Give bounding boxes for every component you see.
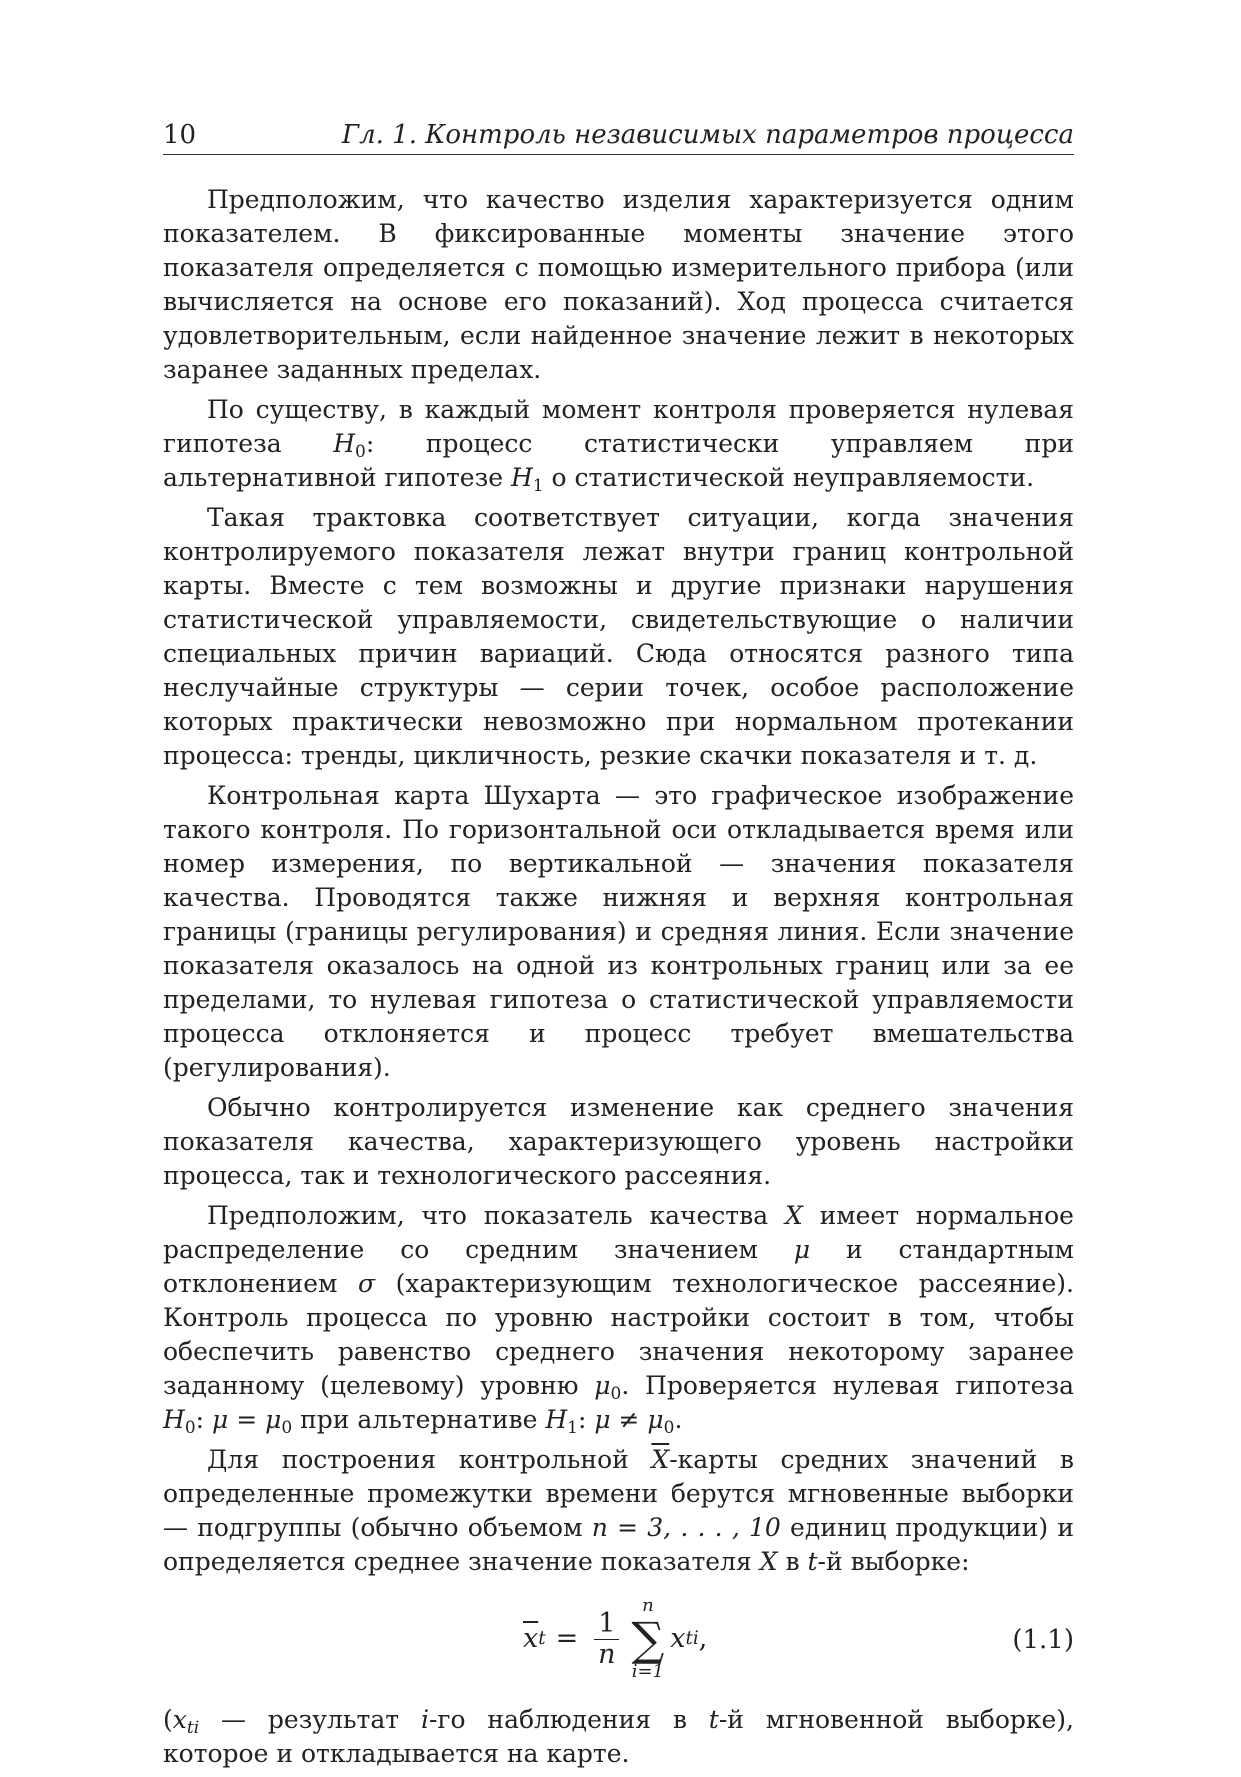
body-text	[163, 183, 1074, 1777]
eq-fraction	[594, 1609, 619, 1670]
eq-sum-lower: i=1	[631, 1661, 664, 1682]
eq-term: x	[670, 1623, 686, 1654]
equation-number: (1.1)	[1012, 1625, 1074, 1655]
paragraph-6: Предположим, что показатель качества X имеет нормальное распределение со средним значением μ и стандартным отклонением σ (характеризующим технологическое рассеяние). Контроль процесса по уровню настройки состоит в том, чтобы обеспечить равенство среднего значения некоторому заранее заданному (целевому) уровню $\mu_0$. Проверяется нулевая гипотеза $H_0$: $\mu = \mu_0$ при альтернативе $H_1$: $\mu \ne \mu_0$.	[163, 1201, 1074, 1438]
eq-lhs: $\overline{x}$	[523, 1623, 539, 1654]
paragraph-8: ($x_{ti}$ — результат i-го наблюдения в t-й мгновенной выборке), которое и откладывается на карте.	[163, 1705, 1075, 1768]
eq-frac-den: n	[598, 1638, 616, 1670]
paragraph-5: Обычно контролируется изменение как среднего значения показателя качества, характеризующего уровень настройки процесса, так и технологического рассеяния.	[163, 1093, 1074, 1190]
eq-sum	[631, 1596, 664, 1682]
equation-1-1	[163, 1585, 1074, 1693]
eq-frac-num: 1	[594, 1609, 619, 1640]
paragraph-7: Для построения контрольной $\overline{X}$-карты средних значений в определенные промежутки времени берутся мгновенные выборки — подгруппы (обычно объемом n = 3, . . . , 10 единиц продукции) и определяется среднее значение показателя X в t-й выборке:	[163, 1445, 1074, 1576]
paragraph-1: Предположим, что качество изделия характеризуется одним показателем. В фиксированные моменты значение этого показателя определяется с помощью измерительного прибора (или вычисляется на основе его показаний). Ход процесса считается удовлетворительным, если найденное значение лежит в некоторых заранее заданных пределах.	[163, 185, 1074, 384]
paragraph-4: Контрольная карта Шухарта — это графическое изображение такого контроля. По горизонтальной оси откладывается время или номер измерения, по вертикальной — значения показателя качества. Проводятся также нижняя и верхняя контрольная границы (границы регулирования) и средняя линия. Если значение показателя оказалось на одной из контрольных границ или за ее пределами, то нулевая гипотеза о статистической управляемости процесса отклоняется и процесс требует вмешательства (регулирования).	[163, 781, 1074, 1082]
equation-body: $\overline{x}$ t = $\frac{1}{n}$ n ∑ i=1 x ti ,	[523, 1595, 708, 1682]
eq-comma: ,	[698, 1623, 708, 1654]
running-head	[163, 120, 1074, 150]
eq-sum-upper: n	[642, 1595, 654, 1616]
page-number: 10	[163, 120, 197, 150]
running-title: Гл. 1. Контроль независимых параметров процесса	[341, 120, 1074, 150]
eq-equals: =	[555, 1623, 579, 1654]
paragraph-2: По существу, в каждый момент контроля проверяется нулевая гипотеза $H_0$: процесс статистически управляем при альтернативной гипотезе $H_1$ о статистической неуправляемости.	[163, 395, 1074, 496]
paragraph-3: Такая трактовка соответствует ситуации, когда значения контролируемого показателя лежат внутри границ контрольной карты. Вместе с тем возможны и другие признаки нарушения статистической управляемости, свидетельствующие о наличии специальных причин вариаций. Сюда относятся разного типа неслучайные структуры — серии точек, особое расположение которых практически невозможно при нормальном протекании процесса: тренды, цикличность, резкие скачки показателя и т. д.	[163, 503, 1074, 770]
header-rule	[163, 154, 1074, 155]
sum-sign-icon: ∑	[631, 1612, 665, 1666]
